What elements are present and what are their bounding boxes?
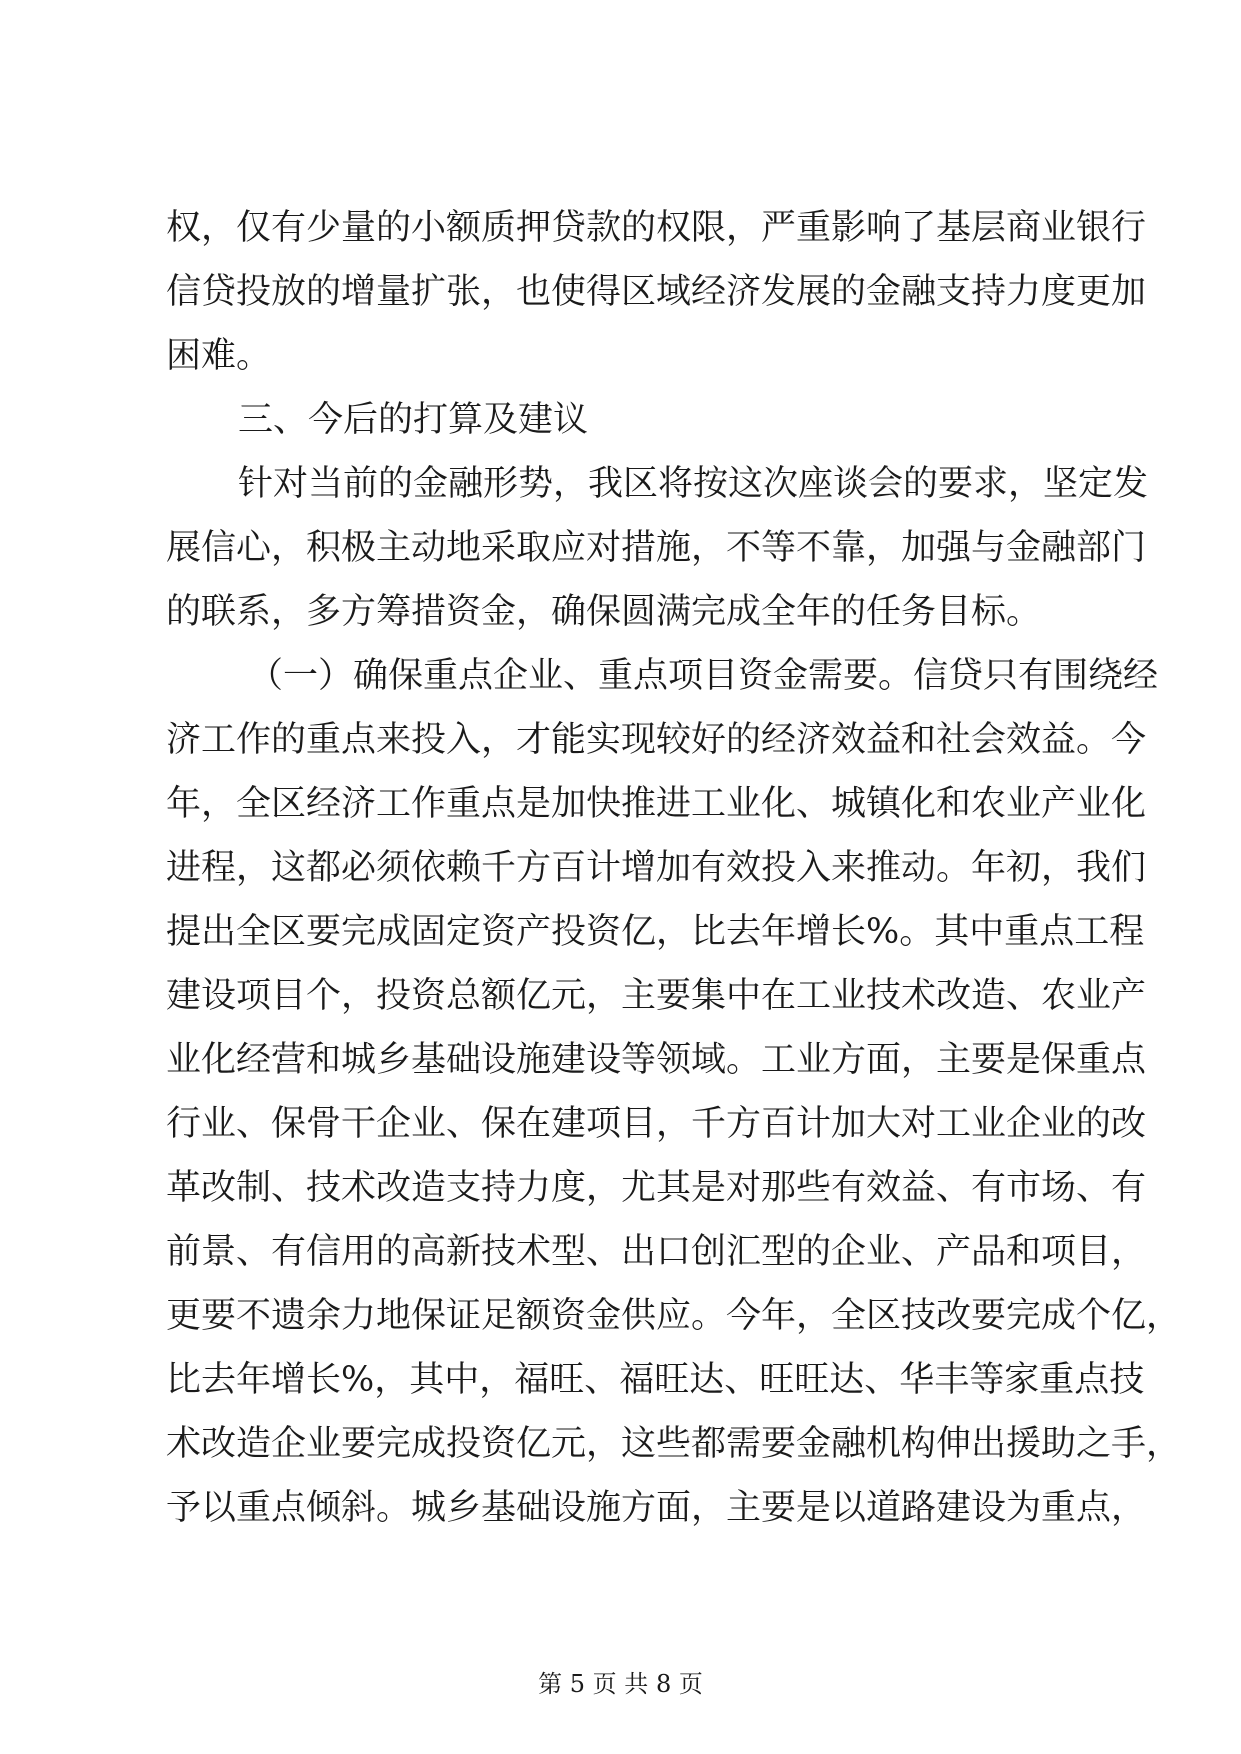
section-heading: 三、今后的打算及建议 <box>238 400 589 440</box>
text-line: 比去年增长%，其中，福旺、福旺达、旺旺达、华丰等家重点技 <box>166 1360 1145 1400</box>
text-line: 业化经营和城乡基础设施建设等领域。工业方面，主要是保重点 <box>166 1040 1147 1080</box>
text-line: 的联系，多方筹措资金，确保圆满完成全年的任务目标。 <box>166 592 1042 632</box>
text-line: 建设项目个，投资总额亿元，主要集中在工业技术改造、农业产 <box>166 976 1147 1016</box>
text-line: 术改造企业要完成投资亿元，这些都需要金融机构伸出援助之手， <box>166 1424 1182 1464</box>
text-line: 信贷投放的增量扩张，也使得区域经济发展的金融支持力度更加 <box>166 272 1147 312</box>
text-line: 展信心，积极主动地采取应对措施，不等不靠，加强与金融部门 <box>166 528 1147 568</box>
text-line: 进程，这都必须依赖千方百计增加有效投入来推动。年初，我们 <box>166 848 1147 888</box>
text-line: 行业、保骨干企业、保在建项目，千方百计加大对工业企业的改 <box>166 1104 1147 1144</box>
page-number-footer: 第 5 页 共 8 页 <box>538 1670 703 1698</box>
subsection-heading: （一）确保重点企业、重点项目资金需要。信贷只有围绕经 <box>248 656 1159 696</box>
text-line: 权，仅有少量的小额质押贷款的权限，严重影响了基层商业银行 <box>166 208 1147 248</box>
text-line: 提出全区要完成固定资产投资亿，比去年增长%。其中重点工程 <box>166 912 1145 952</box>
text-line: 济工作的重点来投入，才能实现较好的经济效益和社会效益。今 <box>166 720 1147 760</box>
text-line: 针对当前的金融形势，我区将按这次座谈会的要求，坚定发 <box>238 464 1149 504</box>
text-line: 年，全区经济工作重点是加快推进工业化、城镇化和农业产业化 <box>166 784 1147 824</box>
text-line: 更要不遗余力地保证足额资金供应。今年，全区技改要完成个亿， <box>166 1296 1182 1336</box>
text-line: 前景、有信用的高新技术型、出口创汇型的企业、产品和项目， <box>166 1232 1147 1272</box>
text-line: 予以重点倾斜。城乡基础设施方面，主要是以道路建设为重点， <box>166 1488 1147 1528</box>
text-line: 困难。 <box>166 336 272 376</box>
text-line: 革改制、技术改造支持力度，尤其是对那些有效益、有市场、有 <box>166 1168 1147 1208</box>
